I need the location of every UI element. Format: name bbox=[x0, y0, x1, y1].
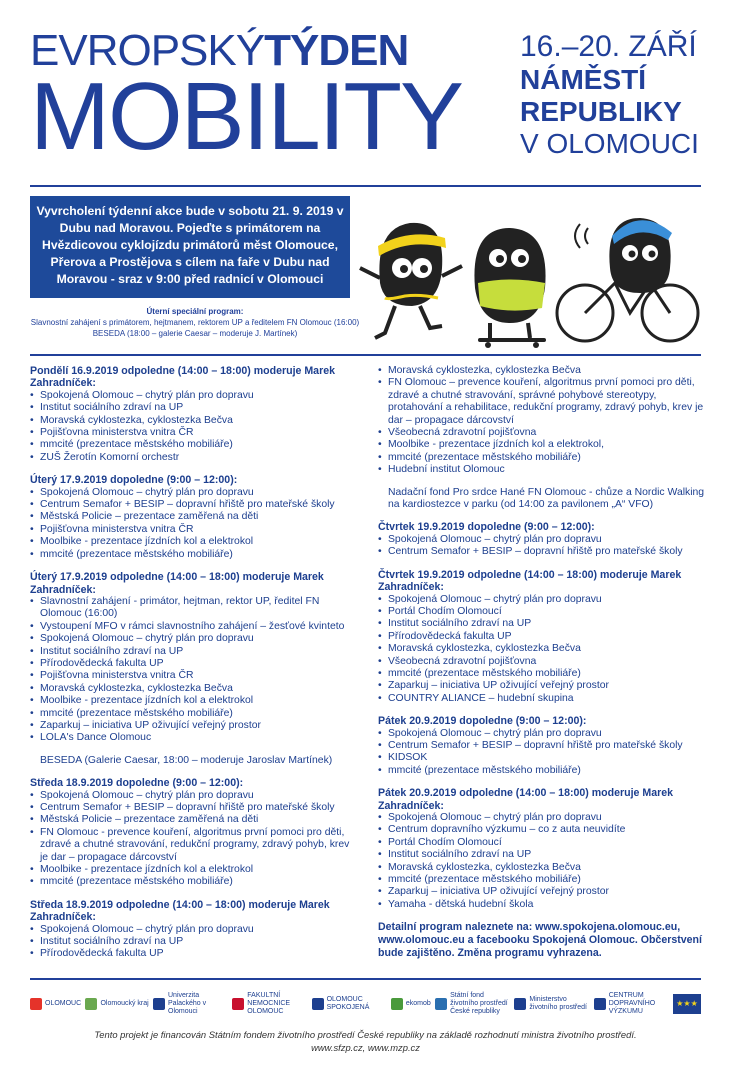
program-item: • Moravská cyklostezka, cyklostezka Bečva bbox=[378, 643, 708, 655]
top-divider bbox=[30, 185, 701, 187]
logo-mark-icon bbox=[435, 998, 447, 1010]
program-item: • Spokojená Olomouc – chytrý plán pro dopravu bbox=[378, 534, 708, 546]
logo-text: FAKULTNÍ NEMOCNICE OLOMOUC bbox=[247, 992, 291, 1015]
program-list bbox=[30, 390, 360, 464]
program-item: • Zaparkuj – iniciativa UP oživující veřejný prostor bbox=[378, 680, 708, 692]
program-item: • Portál Chodím Olomoucí bbox=[378, 606, 708, 618]
program-item: • Institut sociálního zdraví na UP bbox=[30, 646, 360, 658]
program-item: • FN Olomouc - prevence kouření, algoritmus první pomoci pro děti, zdravé a chutné stravování, redukční programy, zdravý pohyb, krev je dar – propagace dárcovství bbox=[30, 827, 360, 864]
logo-mark-icon bbox=[594, 998, 606, 1010]
program-item: • Centrum Semafor + BESIP – dopravní hřiště pro mateřské školy bbox=[378, 546, 708, 558]
program-list bbox=[30, 790, 360, 889]
partner-logo bbox=[30, 998, 81, 1010]
program-item: • Spokojená Olomouc – chytrý plán pro dopravu bbox=[30, 924, 360, 936]
partner-logos bbox=[30, 990, 701, 1018]
logo-mark-icon bbox=[153, 998, 165, 1010]
place-line-3: V OLOMOUCI bbox=[520, 128, 699, 159]
place-line-1: NÁMĚSTÍ bbox=[520, 64, 646, 95]
logo-text: Ministerstvo životního prostředí bbox=[529, 996, 587, 1011]
footer-funding: Tento projekt je financován Státním fondem životního prostředí České republiky na základě rozhodnutí ministra životního prostředí. bbox=[94, 1029, 637, 1040]
program-item: • KIDSOK bbox=[378, 752, 708, 764]
program-item: • Přírodovědecká fakulta UP bbox=[30, 658, 360, 670]
partner-logo bbox=[312, 996, 387, 1012]
program-item: • Všeobecná zdravotní pojišťovna bbox=[378, 656, 708, 668]
title-part-2: TÝDEN bbox=[264, 26, 409, 75]
partner-logo bbox=[594, 992, 669, 1016]
program-item: • mmcité (prezentace městského mobiliáře) bbox=[30, 439, 360, 451]
poster-title bbox=[30, 26, 500, 170]
program-item: • Moravská cyklostezka, cyklostezka Bečva bbox=[378, 862, 708, 874]
special-program bbox=[30, 306, 360, 339]
program-list bbox=[378, 812, 708, 911]
program-item: • Moravská cyklostezka, cyklostezka Bečva bbox=[378, 365, 708, 377]
logo-mark-icon bbox=[312, 998, 324, 1010]
program-list bbox=[30, 596, 360, 745]
program-item: • Přírodovědecká fakulta UP bbox=[30, 948, 360, 960]
partner-logo bbox=[391, 998, 431, 1010]
logo-text: OLOMOUC bbox=[45, 1000, 82, 1007]
section-heading: Pátek 20.9.2019 odpoledne (14:00 – 18:00) moderuje Marek Zahradníček: bbox=[378, 787, 673, 812]
program-item: • Slavnostní zahájení - primátor, hejtman, rektor UP, ředitel FN Olomouc (16:00) bbox=[30, 596, 360, 621]
special-program-line-2: BESEDA (18:00 – galerie Caesar – moderuje J. Martínek) bbox=[92, 329, 298, 338]
logo-mark-icon bbox=[391, 998, 403, 1010]
program-item: • Městská Policie – prezentace zaměřená na děti bbox=[30, 814, 360, 826]
program-item: • Spokojená Olomouc – chytrý plán pro dopravu bbox=[30, 790, 360, 802]
program-note: Nadační fond Pro srdce Hané FN Olomouc - chůze a Nordic Walking na kardiostezce v parku (od 14:00 za pavilonem „A“ VFO) bbox=[388, 486, 705, 511]
logo-mark-icon bbox=[232, 998, 244, 1010]
program-note: BESEDA (Galerie Caesar, 18:00 – moderuje Jaroslav Martínek) bbox=[40, 754, 333, 766]
schedule-section bbox=[30, 474, 360, 561]
bottom-divider bbox=[30, 978, 701, 980]
special-program-title: Úterní speciální program: bbox=[146, 307, 244, 316]
section-heading: Úterý 17.9.2019 dopoledne (9:00 – 12:00): bbox=[30, 474, 238, 487]
section-heading: Pondělí 16.9.2019 odpoledne (14:00 – 18:00) moderuje Marek Zahradníček: bbox=[30, 365, 335, 390]
footer-links: www.sfzp.cz, www.mzp.cz bbox=[311, 1042, 420, 1053]
program-item: • mmcité (prezentace městského mobiliáře) bbox=[378, 874, 708, 886]
schedule-section bbox=[378, 787, 708, 911]
program-item: • Centrum Semafor + BESIP – dopravní hřiště pro mateřské školy bbox=[30, 499, 360, 511]
logo-text: CENTRUM DOPRAVNÍHO VÝZKUMU bbox=[608, 992, 656, 1015]
section-heading: Pátek 20.9.2019 dopoledne (9:00 – 12:00): bbox=[378, 715, 587, 728]
program-item: • Yamaha - dětská hudební škola bbox=[378, 899, 708, 911]
mascots-illustration bbox=[350, 188, 710, 348]
program-item: • mmcité (prezentace městského mobiliáře) bbox=[30, 549, 360, 561]
schedule-left-column bbox=[30, 365, 360, 971]
schedule-right-column bbox=[378, 365, 708, 960]
logo-text: ekomob bbox=[405, 1000, 431, 1007]
section-heading: Středa 18.9.2019 dopoledne (9:00 – 12:00): bbox=[30, 777, 244, 790]
program-list bbox=[30, 924, 360, 961]
program-list bbox=[30, 487, 360, 561]
mascot-cyclist-icon bbox=[557, 218, 698, 341]
program-item: • Centrum dopravního výzkumu – co z auta neuvidíte bbox=[378, 824, 708, 836]
partner-logo bbox=[232, 992, 307, 1016]
info-box: Vyvrcholení týdenní akce bude v sobotu 21. 9. 2019 v Dubu nad Moravou. Pojeďte s primátorem na Hvězdicovou cyklojízdu primátorů měst Olomouce, Přerova a Prostějova s cílem na faře v Dubu nad Moravou - sraz v 9:00 před radnicí v Olomouci bbox=[30, 196, 350, 298]
program-item: • LOLA's Dance Olomouc bbox=[30, 732, 360, 744]
program-item: • Institut sociálního zdraví na UP bbox=[30, 402, 360, 414]
program-item: • Centrum Semafor + BESIP – dopravní hřiště pro mateřské školy bbox=[30, 802, 360, 814]
middle-divider bbox=[30, 354, 701, 356]
program-item: • mmcité (prezentace městského mobiliáře) bbox=[30, 876, 360, 888]
program-list bbox=[378, 534, 708, 559]
date-place-block bbox=[520, 30, 710, 160]
place-line-2: REPUBLIKY bbox=[520, 96, 682, 127]
program-item: • Moravská cyklostezka, cyklostezka Bečva bbox=[30, 683, 360, 695]
program-item: • Zaparkuj – iniciativa UP oživující veřejný prostor bbox=[378, 886, 708, 898]
section-heading: Úterý 17.9.2019 odpoledne (14:00 – 18:00) moderuje Marek Zahradníček: bbox=[30, 571, 324, 596]
schedule-section bbox=[378, 715, 708, 777]
program-item: • Spokojená Olomouc – chytrý plán pro dopravu bbox=[30, 390, 360, 402]
program-item: • Pojišťovna ministerstva vnitra ČR bbox=[30, 524, 360, 536]
program-item: • Moravská cyklostezka, cyklostezka Bečva bbox=[30, 415, 360, 427]
program-item: • Všeobecná zdravotní pojišťovna bbox=[378, 427, 708, 439]
program-item: • ZUŠ Žerotín Komorní orchestr bbox=[30, 452, 360, 464]
logo-mark-icon bbox=[30, 998, 42, 1010]
program-item: • Zaparkuj – iniciativa UP oživující veřejný prostor bbox=[30, 720, 360, 732]
schedule-section bbox=[30, 571, 360, 745]
schedule-section bbox=[30, 899, 360, 961]
program-item: • mmcité (prezentace městského mobiliáře) bbox=[30, 708, 360, 720]
program-item: • Moolbike - prezentace jízdních kol a elektrokol, bbox=[378, 439, 708, 451]
detail-program-text: Detailní program naleznete na: www.spokojena.olomouc.eu, www.olomouc.eu a facebooku Spokojená Olomouc. Občerstvení bude zajištěno. Změna programu vyhrazena. bbox=[378, 921, 702, 960]
program-item: • Přírodovědecká fakulta UP bbox=[378, 631, 708, 643]
program-list bbox=[378, 728, 708, 778]
program-item: • mmcité (prezentace městského mobiliáře) bbox=[378, 765, 708, 777]
program-item: • Pojišťovna ministerstva vnitra ČR bbox=[30, 427, 360, 439]
program-list bbox=[378, 365, 708, 477]
program-item: • Spokojená Olomouc – chytrý plán pro dopravu bbox=[378, 812, 708, 824]
event-date: 16.–20. ZÁŘÍ bbox=[520, 30, 697, 63]
program-item: • Spokojená Olomouc – chytrý plán pro dopravu bbox=[30, 487, 360, 499]
program-list bbox=[378, 594, 708, 706]
mascot-runner-icon bbox=[360, 223, 462, 338]
program-item: • Institut sociálního zdraví na UP bbox=[378, 849, 708, 861]
schedule-section bbox=[378, 521, 708, 558]
title-part-1: EVROPSKÝ bbox=[30, 26, 265, 75]
logo-text: Olomoucký kraj bbox=[100, 1000, 149, 1007]
program-item: • Spokojená Olomouc – chytrý plán pro dopravu bbox=[378, 594, 708, 606]
program-item: • Moolbike - prezentace jízdních kol a elektrokol bbox=[30, 695, 360, 707]
partner-logo bbox=[85, 998, 148, 1010]
program-item: • COUNTRY ALIANCE – hudební skupina bbox=[378, 693, 708, 705]
program-item: • FN Olomouc – prevence kouření, algoritmus první pomoci pro děti, zdravé a chutné stravování, správné pohybové stereotypy, protahování a rehabilitace, redukční programy, zdravý pohyb, krev je dar – propagace dárcovství bbox=[378, 377, 708, 427]
logo-text: OLOMOUC SPOKOJENÁ bbox=[326, 996, 370, 1011]
mascot-skater-icon bbox=[474, 228, 546, 348]
program-item: • Spokojená Olomouc – chytrý plán pro dopravu bbox=[30, 633, 360, 645]
program-item: • Portál Chodím Olomoucí bbox=[378, 837, 708, 849]
program-item: • Spokojená Olomouc – chytrý plán pro dopravu bbox=[378, 728, 708, 740]
special-program-line-1: Slavnostní zahájení s primátorem, hejtmanem, rektorem UP a ředitelem FN Olomouc (16:00) bbox=[30, 318, 360, 327]
partner-logo bbox=[435, 992, 510, 1016]
partner-logo bbox=[153, 992, 228, 1016]
program-item: • mmcité (prezentace městského mobiliáře) bbox=[378, 668, 708, 680]
eu-flag-icon: ★★★ bbox=[673, 994, 701, 1014]
logo-text: Univerzita Palackého v Olomouci bbox=[168, 992, 207, 1015]
logo-mark-icon bbox=[514, 998, 526, 1010]
schedule-section bbox=[30, 365, 360, 464]
section-heading: Středa 18.9.2019 odpoledne (14:00 – 18:00) moderuje Marek Zahradníček: bbox=[30, 898, 330, 924]
section-heading: Čtvrtek 19.9.2019 odpoledne (14:00 – 18:00) moderuje Marek Zahradníček: bbox=[378, 568, 682, 594]
section-heading: Čtvrtek 19.9.2019 dopoledne (9:00 – 12:00): bbox=[378, 521, 595, 534]
title-line-2: MOBILITY bbox=[30, 63, 463, 170]
logo-mark-icon bbox=[85, 998, 97, 1010]
program-item: • Institut sociálního zdraví na UP bbox=[30, 936, 360, 948]
program-item: • Centrum Semafor + BESIP – dopravní hřiště pro mateřské školy bbox=[378, 740, 708, 752]
schedule-section bbox=[378, 569, 708, 705]
program-item: • Vystoupení MFO v rámci slavnostního zahájení – žesťové kvinteto bbox=[30, 621, 360, 633]
footer bbox=[30, 1028, 701, 1054]
program-item: • Institut sociálního zdraví na UP bbox=[378, 618, 708, 630]
schedule-section bbox=[378, 365, 708, 477]
program-item: • Moolbike - prezentace jízdních kol a elektrokol bbox=[30, 536, 360, 548]
program-item: • Hudební institut Olomouc bbox=[378, 464, 708, 476]
schedule-section bbox=[30, 777, 360, 889]
partner-logo bbox=[514, 996, 589, 1012]
logo-text: Státní fond životního prostředí České republiky bbox=[450, 992, 508, 1015]
program-item: • Městská Policie – prezentace zaměřená na děti bbox=[30, 511, 360, 523]
program-item: • mmcité (prezentace městského mobiliáře) bbox=[378, 452, 708, 464]
program-item: • Pojišťovna ministerstva vnitra ČR bbox=[30, 670, 360, 682]
program-item: • Moolbike - prezentace jízdních kol a elektrokol bbox=[30, 864, 360, 876]
